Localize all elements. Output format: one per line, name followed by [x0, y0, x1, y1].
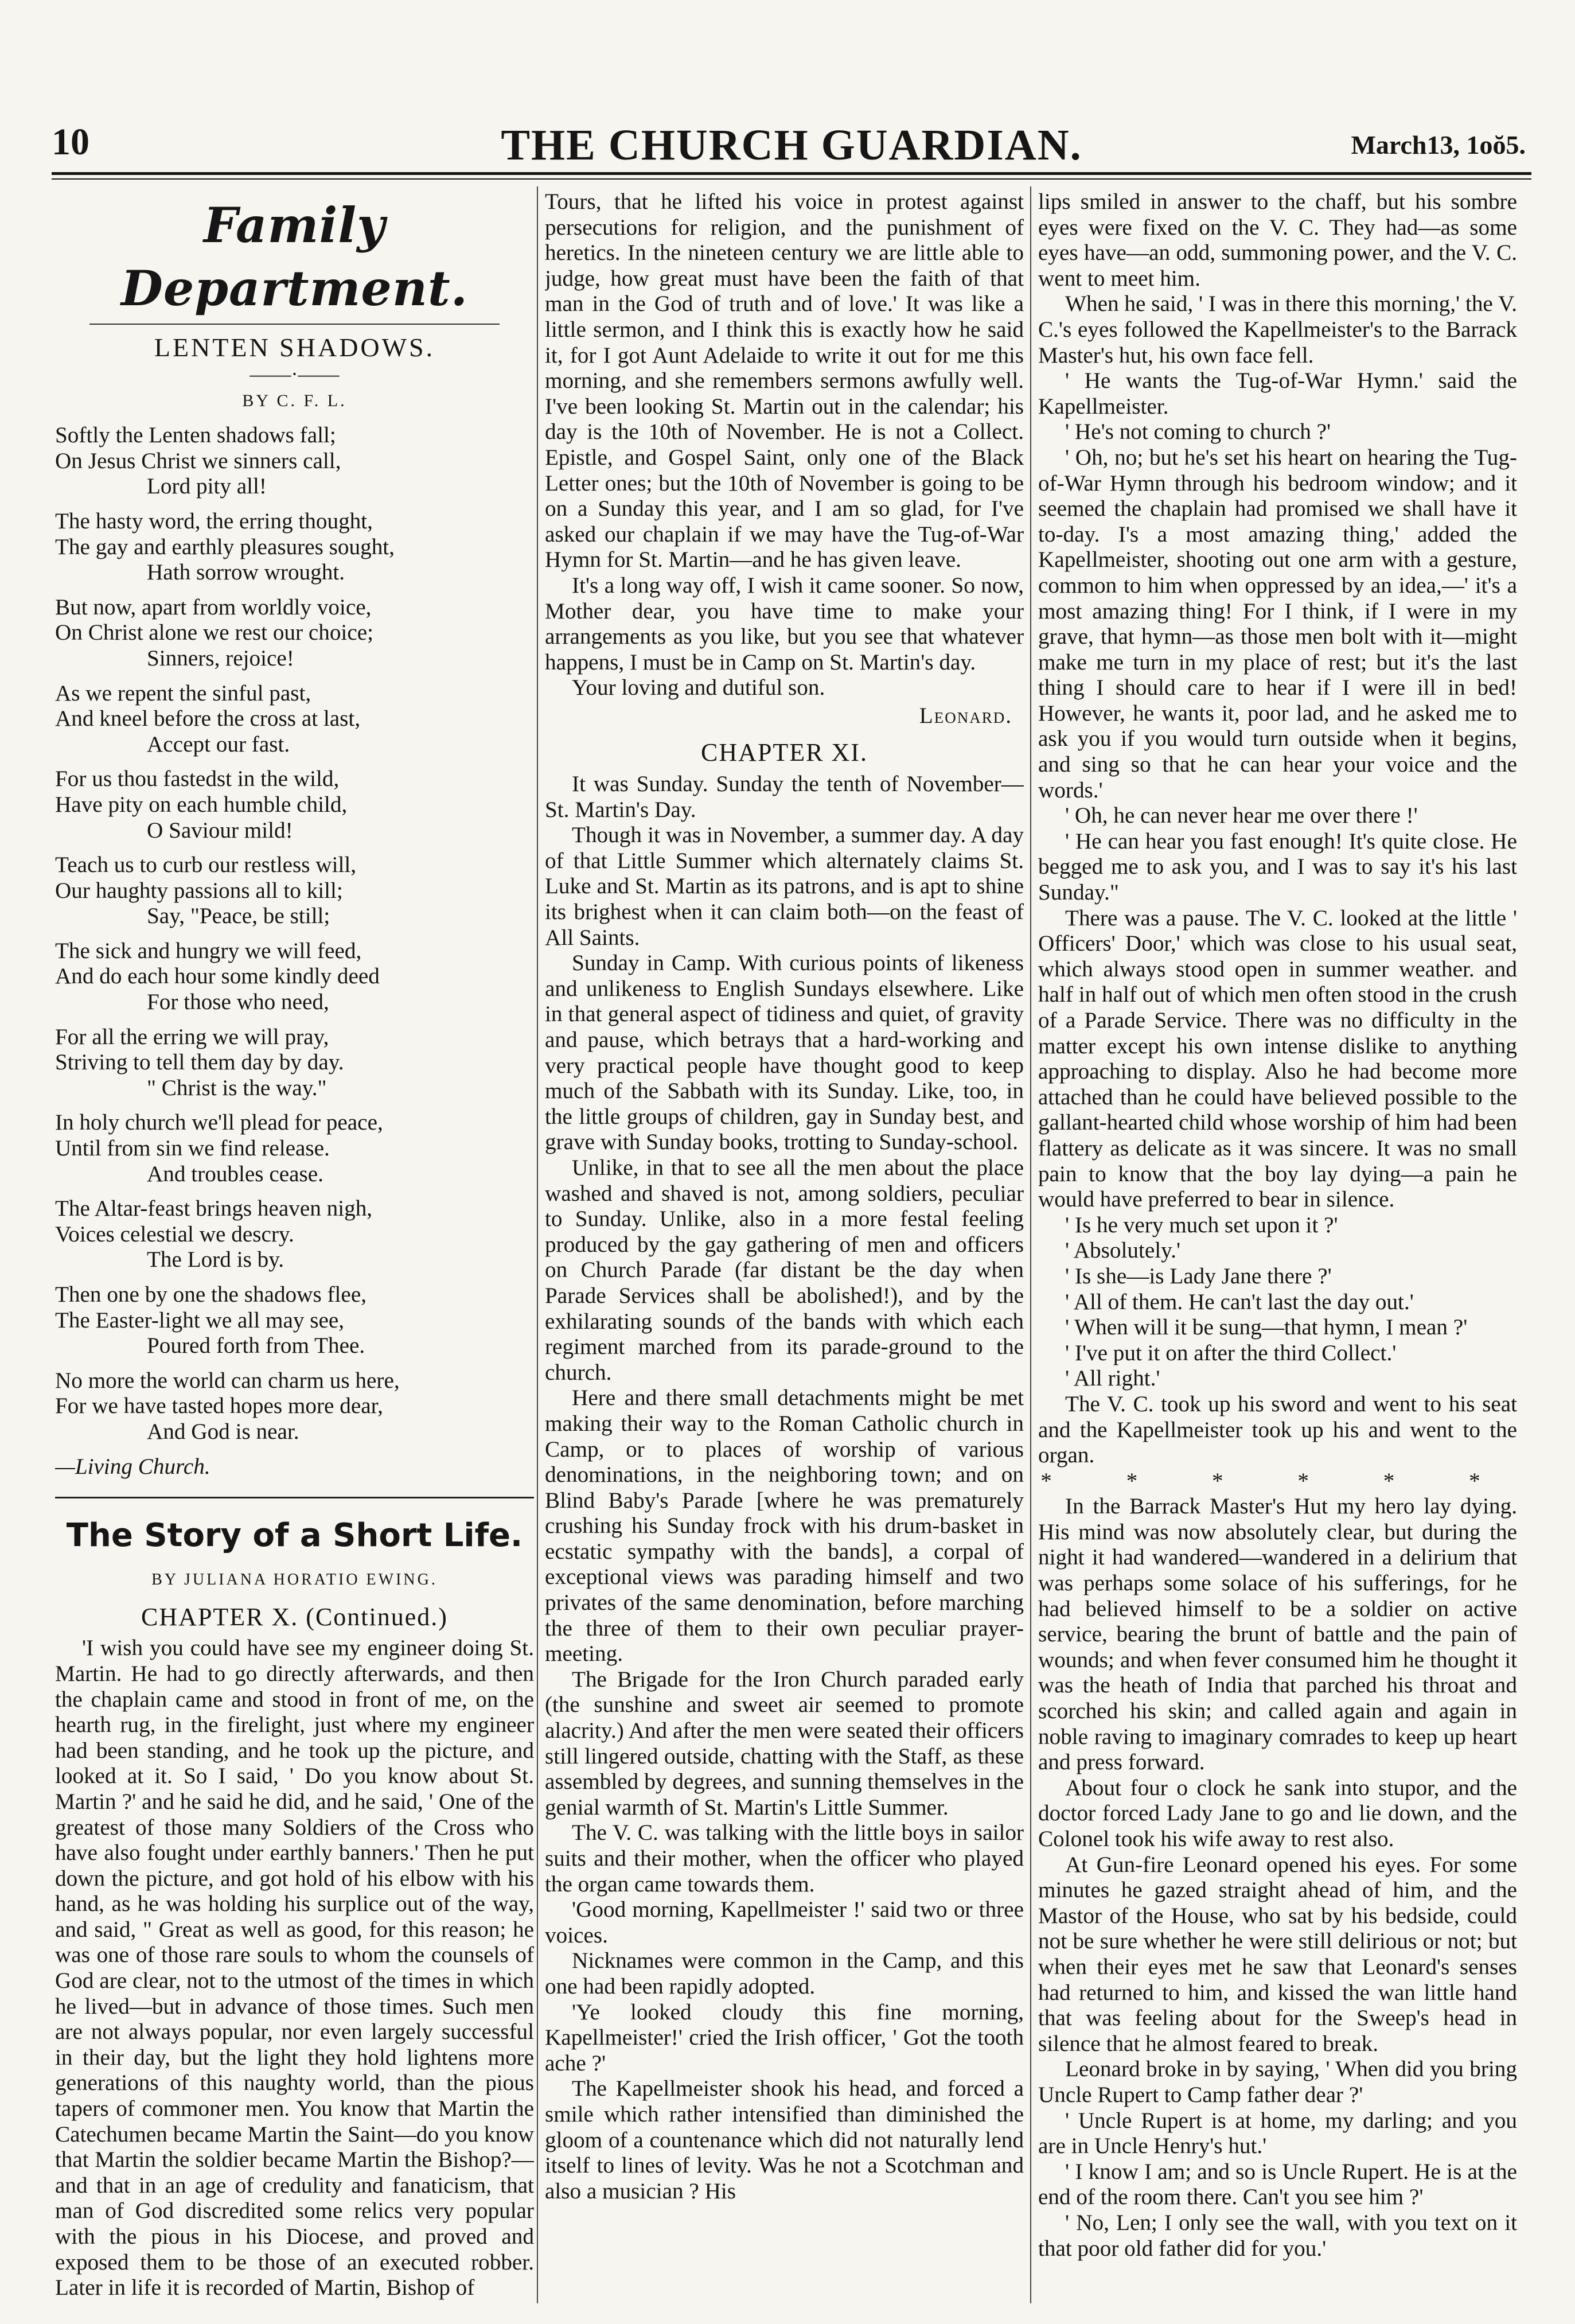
column-3: [1038, 189, 1517, 2312]
poem-line: Poured forth from Thee.: [147, 1333, 365, 1358]
paragraph: In the Barrack Master's Hut my hero lay dying. His mind was now absolutely clear, but during the night it had wandered—wandered in a delirium that was perhaps some solace of his sufferings, for he had believed himself to be a soldier on active service, bearing the brunt of battle and the pain of wounds; and when fever consumed him he thought it was the heath of India that parched his throat and scorched his skin; and called again and again in noble raving to imaginary comrades to keep up heart and press forward.: [1038, 1494, 1517, 1775]
poem-line: The Lord is by.: [147, 1247, 284, 1272]
paragraph: 'I wish you could have see my engineer doing St. Martin. He had to go directly afterwards, and then the chaplain came and stood in front of me, on the hearth rug, in the firelight, just where my engineer had been standing, and he took up the picture, and looked at it. So I said, ' Do you know about St. Martin ?' and he said he did, and he said, ' One of the greatest of those many Soldiers of the Cross who have also fought under earthly banners.' Then he put down the picture, and got hold of his elbow with his hand, as he was holding his surplice out of the way, and said, " Great as well as good, for this reason; he was one of those rare souls to whom the counsels of God are clear, not to the utmost of the times in which he lived—but in advance of those times. Such men are not always popular, nor even largely successful in their day, but the light they hold lightens more generations of this naughty world, than the pious tapers of commoner men. You know that Martin the Catechumen became Martin the Saint—do you know that Martin the soldier became Martin the Bishop?—and that in an age of credulity and fanaticism, that man of God discredited some relics very popular with the pious in his Diocese, and proved and exposed them to be those of an executed robber. Later in life it is recorded of Martin, Bishop of: [55, 1636, 534, 2300]
poem-line: No more the world can charm us here,: [55, 1368, 400, 1393]
section-break-stars: * * * * * *: [1040, 1468, 1515, 1493]
poem-stanza: [55, 1196, 534, 1273]
poem-line: The sick and hungry we will feed,: [55, 938, 362, 963]
poem-line: For those who need,: [147, 990, 329, 1015]
poem-stanza: [55, 852, 534, 929]
poem-line: And troubles cease.: [147, 1161, 323, 1186]
masthead-rule-thick: [52, 172, 1531, 175]
poem-line: The hasty word, the erring thought,: [55, 508, 373, 534]
story-text: [55, 1636, 534, 2300]
paragraph: ' I've put it on after the third Collect.': [1065, 1340, 1397, 1365]
poem-line: Voices celestial we descry.: [55, 1221, 294, 1247]
paragraph: ' Is she—is Lady Jane there ?': [1065, 1263, 1332, 1288]
paragraph: Leonard broke in by saying, ' When did you bring Uncle Rupert to Camp father dear ?': [1038, 2057, 1517, 2107]
paragraph: It was Sunday. Sunday the tenth of November—St. Martin's Day.: [545, 772, 1024, 822]
poem-stanza: [55, 1282, 534, 1359]
masthead-title: THE CHURCH GUARDIAN.: [501, 121, 1082, 169]
poem-line: Softly the Lenten shadows fall;: [55, 423, 336, 448]
chapter-heading: CHAPTER X. (Continued.): [141, 1602, 448, 1631]
poem-line: Hath sorrow wrought.: [147, 560, 345, 585]
poem-stanza: [55, 939, 534, 1015]
poem-line: Say, "Peace, be still;: [147, 904, 330, 929]
poem-line: For us thou fastedst in the wild,: [55, 766, 340, 792]
poem-line: On Jesus Christ we sinners call,: [55, 448, 341, 473]
paragraph: ' Absolutely.': [1065, 1238, 1181, 1263]
paragraph: 'Ye looked cloudy this fine morning, Kapellmeister!' cried the Irish officer, ' Got the tooth ache ?': [545, 1999, 1024, 2076]
poem-stanza: [55, 595, 534, 672]
paragraph: Your loving and dutiful son.: [572, 675, 825, 700]
paragraph: The Brigade for the Iron Church paraded early (the sunshine and sweet air seemed to promote alacrity.) And after the men were seated their officers still lingered outside, chatting with the Staff, as these assembled by degrees, and sunning themselves in the genial warmth of St. Martin's Little Summer.: [545, 1667, 1024, 1820]
paragraph: Here and there small detachments might be met making their way to the Roman Catholic church in Camp, or to places of worship of various denominations, in the neighboring town; and on Blind Baby's Parade [where he was prematurely crushing his Sunday frock with his drum-basket in ecstatic sympathy with the bands], a corpal of exceptional views was parading himself and two privates of the same denomination, before marching the three of them to their own peculiar prayer-meeting.: [545, 1385, 1024, 1667]
poem-line: In holy church we'll plead for peace,: [55, 1110, 383, 1135]
section-rule: [55, 1497, 534, 1498]
poem-line: The Easter-light we all may see,: [55, 1307, 345, 1333]
poem-stanza: [55, 423, 534, 500]
masthead: [52, 120, 1531, 169]
paragraph: The V. C. was talking with the little boys in sailor suits and their mother, when the officer who played the organ came towards them.: [545, 1820, 1024, 1897]
paragraph: ' When will it be sung—that hymn, I mean ?': [1065, 1315, 1468, 1340]
poem-byline: BY C. F. L.: [242, 391, 347, 410]
chapter-heading: CHAPTER XI.: [701, 738, 868, 767]
poem-line: " Christ is the way.": [147, 1075, 327, 1100]
poem-title: LENTEN SHADOWS.: [154, 333, 435, 362]
page-number: 10: [52, 121, 89, 163]
paragraph: ' All right.': [1065, 1366, 1160, 1391]
column-divider: [537, 186, 538, 2303]
paragraph: The V. C. took up his sword and went to his seat and the Kapellmeister took up his and went to the organ.: [1038, 1391, 1517, 1468]
poem-stanza: [55, 1368, 534, 1445]
poem-line: Teach us to curb our restless will,: [55, 852, 357, 878]
poem-line: And kneel before the cross at last,: [55, 706, 361, 731]
story-title: The Story of a Short Life.: [66, 1517, 523, 1555]
poem-stanza: [55, 766, 534, 843]
poem-line: For all the erring we will pray,: [55, 1024, 329, 1049]
poem-line: Until from sin we find release.: [55, 1136, 330, 1161]
paragraph: There was a pause. The V. C. looked at the little ' Officers' Door,' which was close to his usual seat, which always stood open in summer weather. and half in half out of which men often stood in the crush of a Parade Service. There was no difficulty in the matter except his own intense dislike to anything approaching to display. Also he had become more attached than he could have believed possible to the gallant-hearted child whose worship of him had been flattery as delicate as it was sincere. It was no small pain to know that the boy lay dying—a pain he would have preferred to bear in silence.: [1038, 905, 1517, 1212]
story-text: [1038, 189, 1517, 1469]
poem-line: Striving to tell them day by day.: [55, 1050, 344, 1075]
masthead-rule-thin: [52, 178, 1531, 180]
column-2: [545, 189, 1024, 2312]
poem-stanza: [55, 1110, 534, 1187]
story-text: [545, 772, 1024, 2204]
poem-line: Lord pity all!: [147, 474, 267, 499]
poem-line: The gay and earthly pleasures sought,: [55, 534, 395, 559]
poem-stanza: [55, 681, 534, 758]
poem-source: —Living Church.: [55, 1454, 210, 1479]
poem-line: And God is near.: [147, 1419, 299, 1444]
section-rule: [89, 324, 500, 325]
title-dash: ——·——: [249, 362, 340, 386]
paragraph: ' Oh, he can never hear me over there !': [1065, 803, 1418, 828]
column-1: [55, 189, 534, 2312]
paragraph: ' Uncle Rupert is at home, my darling; and you are in Uncle Henry's hut.': [1038, 2108, 1517, 2159]
paragraph: ' He can hear you fast enough! It's quite close. He begged me to ask you, and I was to say it's his last Sunday.": [1038, 828, 1517, 905]
poem-line: And do each hour some kindly deed: [55, 964, 380, 989]
paragraph: The Kapellmeister shook his head, and forced a smile which rather intensified than diminished the gloom of a countenance which did not naturally lend itself to lines of levity. Was he not a Scotchman and also a musician ? His: [545, 2076, 1024, 2204]
poem-line: The Altar-feast brings heaven nigh,: [55, 1196, 373, 1221]
issue-date: March13, 1oŏ5.: [1351, 130, 1526, 159]
poem-stanza: [55, 509, 534, 586]
paragraph: Unlike, in that to see all the men about the place washed and shaved is not, among soldiers, peculiar to Sunday. Unlike, also in a more festal feeling produced by the gay gathering of men and officers on Church Parade (far distant be the day when Parade Services shall be abolished!), and by the exhilarating sounds of the bands with which each regiment marched from its parade-ground to the church.: [545, 1155, 1024, 1385]
poem-line: Have pity on each humble child,: [55, 792, 348, 817]
poem-body: [55, 423, 534, 1445]
poem-line: Accept our fast.: [147, 731, 290, 757]
paragraph: 'Good morning, Kapellmeister !' said two or three voices.: [545, 1897, 1024, 1948]
poem-line: Sinners, rejoice!: [147, 645, 294, 671]
column-divider: [1030, 186, 1031, 2303]
paragraph: ' He's not coming to church ?': [1065, 419, 1331, 445]
poem-line: As we repent the sinful past,: [55, 680, 311, 706]
paragraph: Nicknames were common in the Camp, and this one had been rapidly adopted.: [545, 1948, 1024, 1999]
poem-line: Our haughty passions all to kill;: [55, 878, 343, 903]
story-author: BY JULIANA HORATIO EWING.: [151, 1571, 438, 1589]
poem-stanza: [55, 1025, 534, 1101]
department-heading: Family Department.: [121, 197, 468, 317]
poem-line: For we have tasted hopes more dear,: [55, 1393, 383, 1419]
paragraph: At Gun-fire Leonard opened his eyes. For some minutes he gazed straight ahead of him, and the Mastor of the House, who sat by his bedside, could not be sure whether he were still delirious or not; but when their eyes met he saw that Leonard's senses had returned to him, and kissed the wan little hand that was feeling about for the Sweep's head in silence that he almost feared to break.: [1038, 1852, 1517, 2056]
paragraph: Tours, that he lifted his voice in protest against persecutions for religion, and the punishment of heretics. In the nineteen century we are little able to judge, how great must have been the faith of that man in the God of truth and of love.' It was like a little sermon, and I think this is exactly how he said it, for I got Aunt Adelaide to write it out for me this morning, and she remembers sermons awfully well. I've been looking St. Martin out in the calendar; his day is the 10th of November. He is not a Collect. Epistle, and Gospel Saint, only one of the Black Letter ones; but the 10th of November is going to be on a Sunday this year, and I am so glad, for I've asked our chaplain if we may have the Tug-of-War Hymn for St. Martin—and he has given leave.: [545, 189, 1024, 573]
paragraph: Though it was in November, a summer day. A day of that Little Summer which alternately claims St. Luke and St. Martin as its patrons, and is apt to shine its brighest when it can claim both—on the feast of All Saints.: [545, 823, 1024, 950]
paragraph: ' He wants the Tug-of-War Hymn.' said the Kapellmeister.: [1038, 368, 1517, 419]
paragraph: It's a long way off, I wish it came sooner. So now, Mother dear, you have time to make your arrangements as you like, but you see that whatever happens, I must be in Camp on St. Martin's day.: [545, 573, 1024, 675]
poem-line: Then one by one the shadows flee,: [55, 1282, 367, 1307]
story-text: [545, 189, 1024, 701]
paragraph: ' No, Len; I only see the wall, with you text on it that poor old father did for you.': [1038, 2210, 1517, 2261]
poem-line: On Christ alone we rest our choice;: [55, 620, 373, 645]
poem-line: But now, apart from worldly voice,: [55, 594, 372, 620]
paragraph: Sunday in Camp. With curious points of likeness and unlikeness to English Sundays elsewhere. Like in that general aspect of tidiness and quiet, of gravity and pause, which betrays that a hard-working and very practical people have thought good to keep much of the Sabbath with its Sunday. Like, too, in the little groups of children, gay in Sunday best, and grave with Sunday books, trotting to Sunday-school.: [545, 951, 1024, 1155]
paragraph: ' Oh, no; but he's set his heart on hearing the Tug-of-War Hymn through his bedroom window; and it seemed the chaplain had promised we shall have it to-day. I's a most amazing thing,' added the Kapellmeister, shooting out one arm with a gesture, common to him when oppressed by an idea,—' it's a most amazing thing! For I think, if I were in my grave, that hymn—as those men bolt with it—might make me turn in my place of rest; but it's the last thing I should care to hear if I were ill in bed! However, he wants it, poor lad, and he asked me to ask you if you would turn outside when it begins, and sing so that he can hear your voice and the words.': [1038, 445, 1517, 803]
paragraph: ' I know I am; and so is Uncle Rupert. He is at the end of the room there. Can't you see him ?': [1038, 2159, 1517, 2210]
paragraph: lips smiled in answer to the chaff, but his sombre eyes were fixed on the V. C. They had—as some eyes have—an odd, summoning power, and the V. C. went to meet him.: [1038, 189, 1517, 291]
paragraph: ' Is he very much set upon it ?': [1065, 1212, 1338, 1237]
letter-signature: Leonard.: [919, 703, 1012, 728]
story-text: [1038, 1494, 1517, 2261]
paragraph: ' All of them. He can't last the day out.': [1065, 1289, 1414, 1314]
poem-line: O Saviour mild!: [147, 818, 293, 843]
paragraph: About four o clock he sank into stupor, and the doctor forced Lady Jane to go and lie down, and the Colonel took his wife away to rest also.: [1038, 1775, 1517, 1851]
paragraph: When he said, ' I was in there this morning,' the V. C.'s eyes followed the Kapellmeister's to the Barrack Master's hut, his own face fell.: [1038, 291, 1517, 368]
